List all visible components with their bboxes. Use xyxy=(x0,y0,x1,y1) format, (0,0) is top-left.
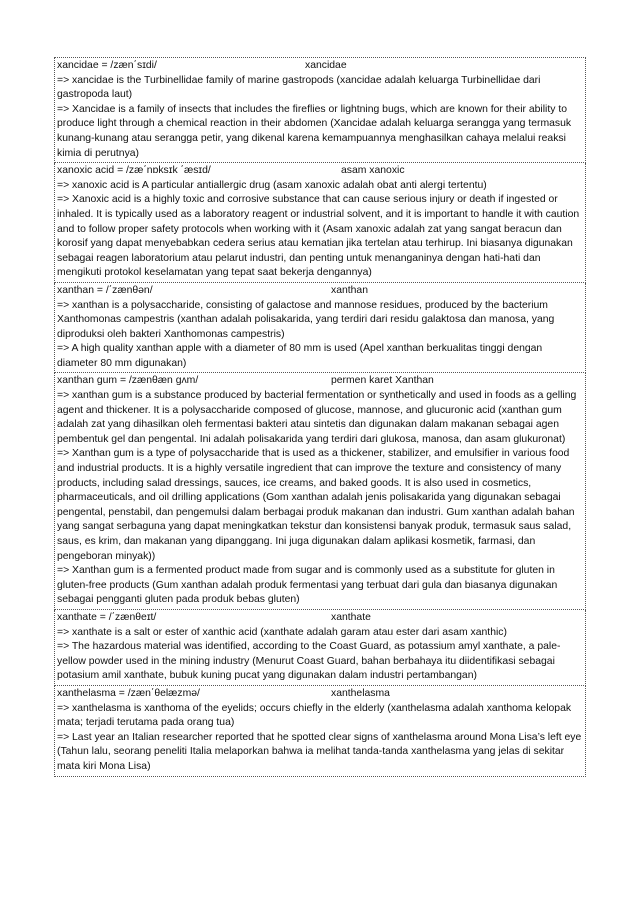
dictionary-entry xyxy=(54,283,586,374)
entry-example: => xanthan is a polysaccharide, consisting of galactose and mannose residues, produced by the bacterium Xanthomonas campestris (xanthan adalah polisakarida, yang terdiri dari residu galaktosa dan manosa, yang diproduksi oleh bakteri Xanthomonas campestris) xyxy=(57,299,558,340)
entry-translation: xancidae xyxy=(305,60,347,71)
entry-example: => Xanoxic acid is a highly toxic and corrosive substance that can cause serious injury or death if ingested or inhaled. It is typically used as a laboratory reagent or industrial solvent, and it is important to handle it with caution and to follow proper safety protocols when working with it (Asam xanoxic adalah zat yang sangat beracun dan korosif yang dapat menyebabkan cedera serius atau kematian jika tertelan atau terhirup. Ini biasanya digunakan sebagai reagen laboratorium atau pelarut industri, dan penting untuk menanganinya dengan hati-hati dan mengikuti protokol keselamatan yang tepat saat bekerja dengannya) xyxy=(57,194,583,279)
entry-example: => The hazardous material was identified, according to the Coast Guard, as potassium amyl xanthate, a pale-yellow powder used in the mining industry (Menurut Coast Guard, bahan berbahaya itu diidentifikasi sebagai potasium amil xanthate, bubuk kuning pucat yang digunakan dalam industri pertambangan) xyxy=(57,641,561,682)
dictionary-entry xyxy=(54,163,586,283)
entry-example: => xanthate is a salt or ester of xanthic acid (xanthate adalah garam atau ester dari asam xanthic) xyxy=(57,626,507,638)
dictionary-page xyxy=(54,57,586,777)
entry-translation: xanthelasma xyxy=(331,687,390,699)
entry-term: xanthelasma = /zæn΄θelæzmə/ xyxy=(57,687,200,699)
entry-example: => Last year an Italian researcher reported that he spotted clear signs of xanthelasma around Mona Lisa’s left eye (Tahun lalu, seorang peneliti Italia melaporkan bahwa ia melihat tanda-tanda xanthelasma yang jelas di sekitar mata kiri Mona Lisa) xyxy=(57,731,585,772)
dictionary-entry xyxy=(54,610,586,686)
entry-term: xanthan gum = /zænθæn gʌm/ xyxy=(57,375,199,387)
dictionary-entry xyxy=(54,686,586,777)
entry-header xyxy=(57,374,584,389)
dictionary-entry xyxy=(54,57,586,163)
entry-term: xanthan = /΄zænθən/ xyxy=(57,284,153,296)
dictionary-entry xyxy=(54,373,586,610)
entry-header xyxy=(57,164,584,179)
entry-term: xanthate = /΄zænθeɪt/ xyxy=(57,611,157,623)
entry-example: => Xancidae is a family of insects that includes the fireflies or lightning bugs, which are known for their ability to produce light through a chemical reaction in their abdomen (Xancidae adalah keluarga serangga yang termasuk kunang-kunang atau serangga petir, yang dikenal karena kemampuannya menghasilkan cahaya melalui reaksi kimia di perutnya) xyxy=(57,103,574,159)
entry-header xyxy=(57,59,584,74)
entry-term: xanoxic acid = /zæ΄nɒksɪk ΄æsɪd/ xyxy=(57,165,211,177)
entry-example: => Xanthan gum is a type of polysaccharide that is used as a thickener, stabilizer, and emulsifier in various food and industrial products. It is a highly versatile ingredient that can improve the texture and consistency of many products, including salad dressings, sauces, ice creams, and baked goods. It is also used in cosmetics, pharmaceuticals, and oil drilling applications (Gom xanthan adalah jenis polisakarida yang digunakan sebagai pengental, penstabil, dan pengemulsi dalam berbagai produk makanan dan industri. Gum xanthan adalah bahan yang sangat serbaguna yang dapat meningkatkan tekstur dan konsistensi banyak produk, termasuk saus salad, saus, es krim, dan makanan yang dipanggang. Ini juga digunakan dalam aplikasi kosmetik, farmasi, dan pengeboran minyak)) xyxy=(57,448,578,562)
entry-example: => xancidae is the Turbinellidae family of marine gastropods (xancidae adalah keluarga Turbinellidae dari gastropoda laut) xyxy=(57,74,544,101)
entry-translation: asam xanoxic xyxy=(341,165,405,177)
entry-header xyxy=(57,611,584,626)
entry-example: => A high quality xanthan apple with a diameter of 80 mm is used (Apel xanthan berkualitas tinggi dengan diameter 80 mm digunakan) xyxy=(57,343,546,369)
entry-header xyxy=(57,687,584,702)
entry-header xyxy=(57,284,584,299)
entry-translation: xanthan xyxy=(331,284,368,296)
entry-example: => xanthan gum is a substance produced by bacterial fermentation or synthetically and used in foods as a gelling agent and thickener. It is a polysaccharide composed of glucose, mannose, and glucuronic acid (xanthan gum adalah zat yang dihasilkan oleh fermentasi bakteri atau sintetis dan digunakan dalam makanan sebagai agen pembentuk gel dan pengental. Ini adalah polisakarida yang terdiri dari glukosa, manosa, dan asam glukuronat) xyxy=(57,390,580,445)
entry-example: => Xanthan gum is a fermented product made from sugar and is commonly used as a substitute for gluten in gluten-free products (Gum xanthan adalah produk fermentasi yang terbuat dari gula dan biasanya digunakan sebagai pengganti gluten pada produk bebas gluten) xyxy=(57,565,561,606)
entry-term: xancidae = /zæn΄sɪdi/ xyxy=(57,60,157,71)
entry-example: => xanoxic acid is A particular antiallergic drug (asam xanoxic adalah obat anti alergi tertentu) xyxy=(57,179,487,191)
entry-example: => xanthelasma is xanthoma of the eyelids; occurs chiefly in the elderly (xanthelasma adalah xanthoma kelopak mata; terjadi terutama pada orang tua) xyxy=(57,702,574,729)
entry-translation: permen karet Xanthan xyxy=(331,375,434,387)
entry-translation: xanthate xyxy=(331,611,371,623)
